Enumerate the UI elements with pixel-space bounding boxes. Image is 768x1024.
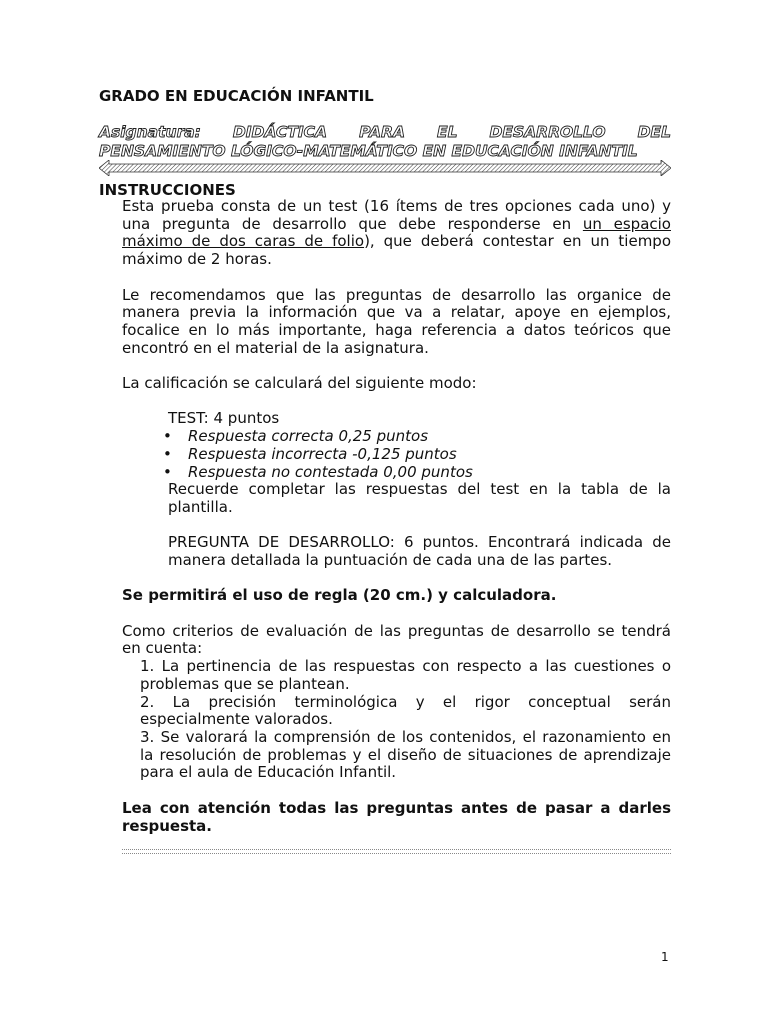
test-reminder: Recuerde completar las respuestas del test en la tabla de la plantilla. <box>168 480 671 516</box>
subject-word: Asignatura: <box>99 123 201 141</box>
intro-text: Esta prueba consta de un test (16 ítems de tres opciones cada uno) y una pregunta de desarrollo que debe responderse en <box>122 197 671 233</box>
intro-paragraph <box>122 198 671 269</box>
subject-title <box>99 123 671 161</box>
scoring-item: • Respuesta correcta 0,25 puntos <box>188 428 671 446</box>
subject-word: PARA <box>359 123 405 141</box>
scoring-item: • Respuesta incorrecta -0,125 puntos <box>188 446 671 464</box>
allowed-tools: Se permitirá el uso de regla (20 cm.) y calculadora. <box>122 586 557 605</box>
instructions-body <box>122 198 671 835</box>
criteria-item: 1. La pertinencia de las respuestas con respecto a las cuestiones o problemas que se plantean. <box>140 657 671 693</box>
intro-text-end: ), que deberá contestar en un tiempo máximo de 2 horas. <box>122 232 672 269</box>
scoring-item: • Respuesta no contestada 0,00 puntos <box>188 464 671 482</box>
recommendation-paragraph: Le recomendamos que las preguntas de desarrollo las organice de manera previa la información que va a relatar, apoye en ejemplos, focalice en lo más importante, haga referencia a datos teóricos que encontró en el material de la asignatura. <box>122 285 671 357</box>
double-arrow-divider <box>99 160 671 176</box>
subject-word: DEL <box>637 123 671 141</box>
test-heading: TEST: 4 puntos <box>168 409 280 428</box>
grading-intro: La calificación se calculará del siguiente modo: <box>122 374 477 392</box>
subject-title-line-1 <box>99 123 671 142</box>
subject-word: DIDÁCTICA <box>232 123 328 141</box>
criteria-item: 2. La precisión terminológica y el rigor conceptual serán especialmente valorados. <box>140 692 671 729</box>
page-number: 1 <box>661 950 669 964</box>
subject-title-line-2: PENSAMIENTO LÓGICO-MATEMÁTICO EN EDUCACIÓN INFANTIL <box>99 142 638 160</box>
dotted-divider <box>122 849 671 854</box>
scoring-list <box>122 428 671 481</box>
instructions-heading: INSTRUCCIONES <box>99 181 236 199</box>
subject-word: EL <box>437 123 458 141</box>
underlined-text: un espacio máximo de dos caras de folio <box>122 214 671 251</box>
subject-word: DESARROLLO <box>489 123 606 141</box>
essay-scoring: PREGUNTA DE DESARROLLO: 6 puntos. Encontrará indicada de manera detallada la puntuación de cada una de las partes. <box>168 533 671 569</box>
criteria-item: 3. Se valorará la comprensión de los contenidos, el razonamiento en la resolución de problemas y el diseño de situaciones de aprendizaje para el aula de Educación Infantil. <box>140 728 671 782</box>
degree-title: GRADO EN EDUCACIÓN INFANTIL <box>99 87 374 105</box>
closing-note: Lea con atención todas las preguntas antes de pasar a darles respuesta. <box>122 798 671 835</box>
criteria-intro: Como criterios de evaluación de las preguntas de desarrollo se tendrá en cuenta: <box>122 621 671 658</box>
